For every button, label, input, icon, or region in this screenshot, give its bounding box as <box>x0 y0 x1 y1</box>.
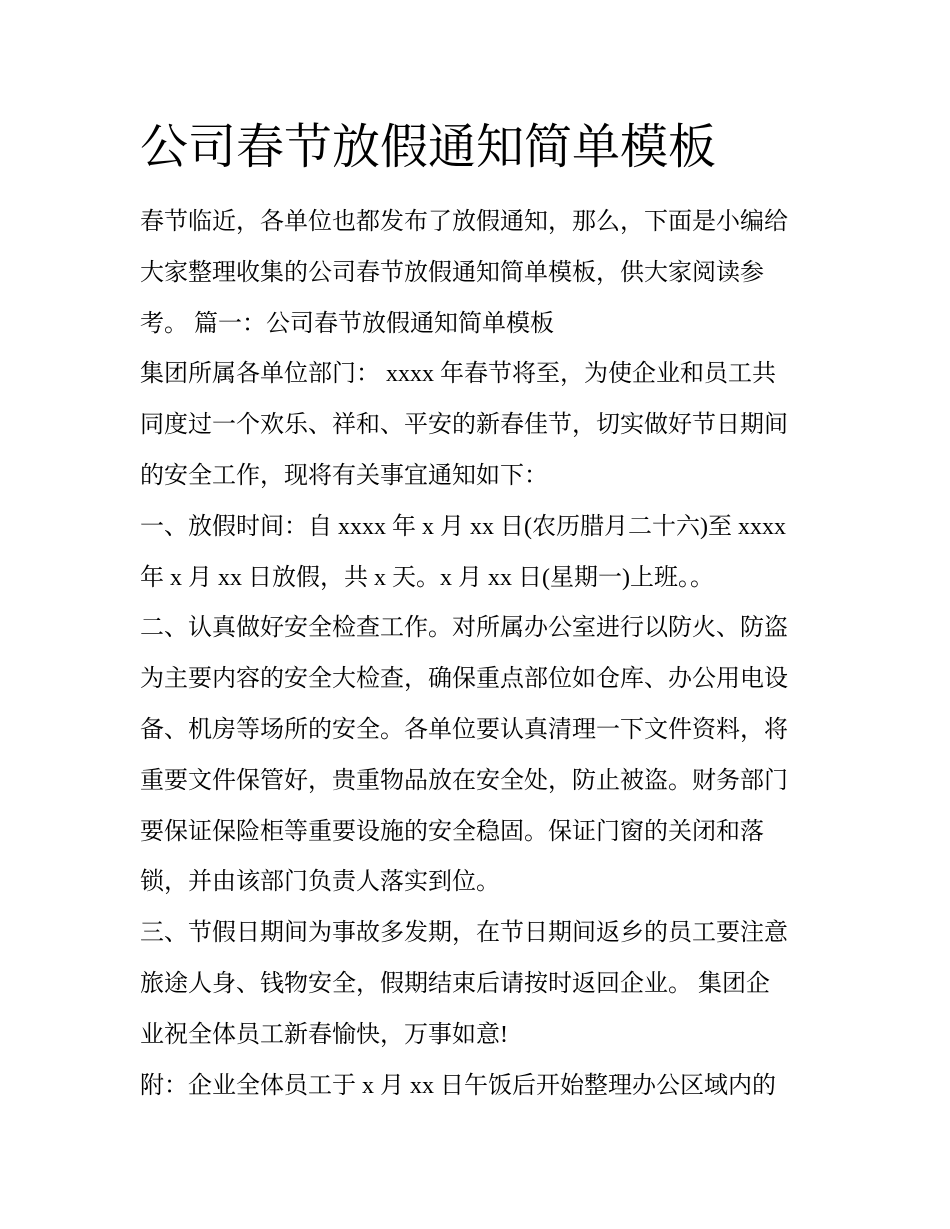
text-line: 锁，并由该部门负责人落实到位。 <box>140 869 500 896</box>
text-line: 旅途人身、钱物安全，假期结束后请按时返回企业。 集团企 <box>140 970 770 997</box>
text-line: 年 x 月 xx 日放假，共 x 天。x 月 xx 日(星期一)上班。。 <box>140 564 714 591</box>
text-line: 考。 篇一：公司春节放假通知简单模板 <box>140 310 554 337</box>
document-title: 公司春节放假通知简单模板 <box>140 119 717 175</box>
text-line: 大家整理收集的公司春节放假通知简单模板，供大家阅读参 <box>140 259 764 286</box>
text-line: 二、认真做好安全检查工作。对所属办公室进行以防火、防盗 <box>140 615 788 642</box>
text-line: 附：企业全体员工于 x 月 xx 日午饭后开始整理办公区域内的 <box>140 1072 776 1099</box>
text-line: 为主要内容的安全大检查，确保重点部位如仓库、办公用电设 <box>140 666 788 693</box>
text-line: 一、放假时间：自 xxxx 年 x 月 xx 日(农历腊月二十六)至 xxxx <box>140 513 786 540</box>
text-line: 备、机房等场所的安全。各单位要认真清理一下文件资料，将 <box>140 716 788 743</box>
text-line: 集团所属各单位部门： xxxx 年春节将至，为使企业和员工共 <box>140 361 776 388</box>
text-line: 同度过一个欢乐、祥和、平安的新春佳节，切实做好节日期间 <box>140 412 788 439</box>
text-line: 要保证保险柜等重要设施的安全稳固。保证门窗的关闭和落 <box>140 818 764 845</box>
text-line: 三、节假日期间为事故多发期，在节日期间返乡的员工要注意 <box>140 920 788 947</box>
text-line: 业祝全体员工新春愉快，万事如意! <box>140 1021 508 1048</box>
text-line: 重要文件保管好，贵重物品放在安全处，防止被盗。财务部门 <box>140 767 788 794</box>
document-body <box>140 197 830 1111</box>
text-line: 春节临近，各单位也都发布了放假通知，那么，下面是小编给 <box>140 209 788 235</box>
text-line: 的安全工作，现将有关事宜通知如下： <box>140 462 548 489</box>
